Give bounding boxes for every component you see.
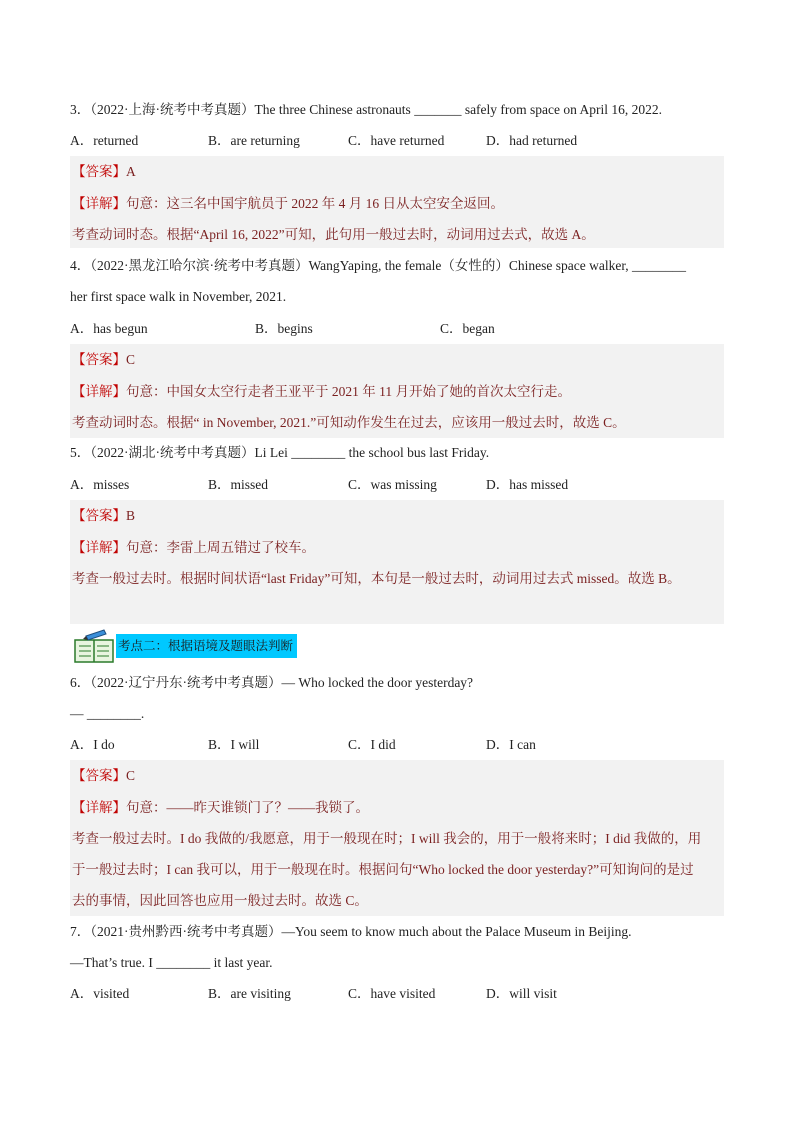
q6-option-a[interactable]: A．I do: [70, 737, 115, 752]
q6-option-b[interactable]: B．I will: [208, 737, 260, 752]
book-pencil-icon: [72, 628, 116, 664]
q7-option-d[interactable]: D．will visit: [486, 986, 557, 1001]
q5-answer-block: [70, 500, 724, 624]
q3-option-b[interactable]: B．are returning: [208, 133, 300, 148]
question-6-stem-line2: — ________.: [70, 706, 145, 721]
question-6-stem-line1: 6．（2022·辽宁丹东·统考中考真题）— Who locked the door yesterday?: [70, 675, 474, 690]
question-7-options: [70, 984, 724, 1004]
detail-text: 句意：李雷上周五错过了校车。: [126, 540, 315, 555]
q3-option-a[interactable]: A．returned: [70, 133, 139, 148]
q6-answer: [72, 766, 726, 786]
detail-tag: 【详解】: [72, 196, 126, 211]
q3-answer: [72, 162, 726, 182]
answer-value: C: [126, 768, 136, 783]
q4-detail-1: [72, 382, 726, 402]
answer-tag: 【答案】: [72, 768, 126, 783]
q5-option-b[interactable]: B．missed: [208, 477, 269, 492]
detail-tag: 【详解】: [72, 540, 126, 555]
question-4-stem-line1: 4．（2022·黑龙江哈尔滨·统考中考真题）WangYaping, the female（女性的）Chinese space walker, ________: [70, 258, 687, 273]
q4-detail-2: 考查动词时态。根据“ in November, 2021.”可知动作发生在过去，应该用一般过去时，故选 C。: [72, 415, 626, 430]
q7-option-c[interactable]: C．have visited: [348, 986, 436, 1001]
q3-detail-1: [72, 194, 726, 214]
answer-value: B: [126, 508, 136, 523]
question-7-stem-line1: 7．（2021·贵州黔西·统考中考真题）—You seem to know much about the Palace Museum in Beijing.: [70, 924, 632, 939]
q5-option-a[interactable]: A．misses: [70, 477, 130, 492]
question-4-options: [70, 319, 724, 339]
q6-option-d[interactable]: D．I can: [486, 737, 536, 752]
detail-tag: 【详解】: [72, 384, 126, 399]
q6-answer-block: [70, 760, 724, 916]
question-7-stem-line2: —That’s true. I ________ it last year.: [70, 955, 273, 970]
answer-value: A: [126, 164, 136, 179]
q3-detail-2: 考查动词时态。根据“April 16, 2022”可知，此句用一般过去时，动词用过去式，故选 A。: [72, 227, 595, 242]
q4-answer: [72, 350, 726, 370]
q4-option-a[interactable]: A．has begun: [70, 321, 148, 336]
answer-value: C: [126, 352, 136, 367]
detail-text: 句意：中国女太空行走者王亚平于 2021 年 11 月开始了她的首次太空行走。: [126, 384, 571, 399]
detail-tag: 【详解】: [72, 800, 126, 815]
q4-option-b[interactable]: B．begins: [255, 321, 313, 336]
q6-detail-4: 去的事情，因此回答也应用一般过去时。故选 C。: [72, 893, 368, 908]
q6-detail-1: [72, 798, 726, 818]
question-5-options: [70, 475, 724, 495]
question-5-stem: 5．（2022·湖北·统考中考真题）Li Lei ________ the school bus last Friday.: [70, 445, 490, 460]
question-3-options: [70, 131, 724, 151]
q6-detail-3: 于一般过去时；I can 我可以，用于一般现在时。根据问句“Who locked the door yesterday?”可知询问的是过: [72, 862, 694, 877]
q5-detail-1: [72, 538, 726, 558]
q5-option-c[interactable]: C．was missing: [348, 477, 437, 492]
q4-option-c[interactable]: C．began: [440, 321, 495, 336]
q6-detail-2: 考查一般过去时。I do 我做的/我愿意，用于一般现在时；I will 我会的，用于一般将来时；I did 我做的，用: [72, 831, 702, 846]
detail-text: 句意：——昨天谁锁门了？——我锁了。: [126, 800, 369, 815]
q5-option-d[interactable]: D．has missed: [486, 477, 569, 492]
answer-tag: 【答案】: [72, 352, 126, 367]
question-3-stem: 3．（2022·上海·统考中考真题）The three Chinese astronauts _______ safely from space on April 16, 2022.: [70, 102, 663, 117]
q7-option-b[interactable]: B．are visiting: [208, 986, 291, 1001]
q5-answer: [72, 506, 726, 526]
detail-text: 句意：这三名中国宇航员于 2022 年 4 月 16 日从太空安全返回。: [126, 196, 504, 211]
q7-option-a[interactable]: A．visited: [70, 986, 130, 1001]
q5-detail-2: 考查一般过去时。根据时间状语“last Friday”可知，本句是一般过去时，动词用过去式 missed。故选 B。: [72, 571, 681, 586]
q3-answer-block: [70, 156, 724, 248]
question-6-options: [70, 735, 724, 755]
answer-tag: 【答案】: [72, 164, 126, 179]
question-4-stem-line2: her first space walk in November, 2021.: [70, 289, 287, 304]
q3-option-c[interactable]: C．have returned: [348, 133, 445, 148]
q6-option-c[interactable]: C．I did: [348, 737, 396, 752]
q3-option-d[interactable]: D．had returned: [486, 133, 578, 148]
answer-tag: 【答案】: [72, 508, 126, 523]
section-title: 考点二：根据语境及题眼法判断: [116, 634, 297, 658]
section-header: [72, 628, 297, 664]
q4-answer-block: [70, 344, 724, 438]
